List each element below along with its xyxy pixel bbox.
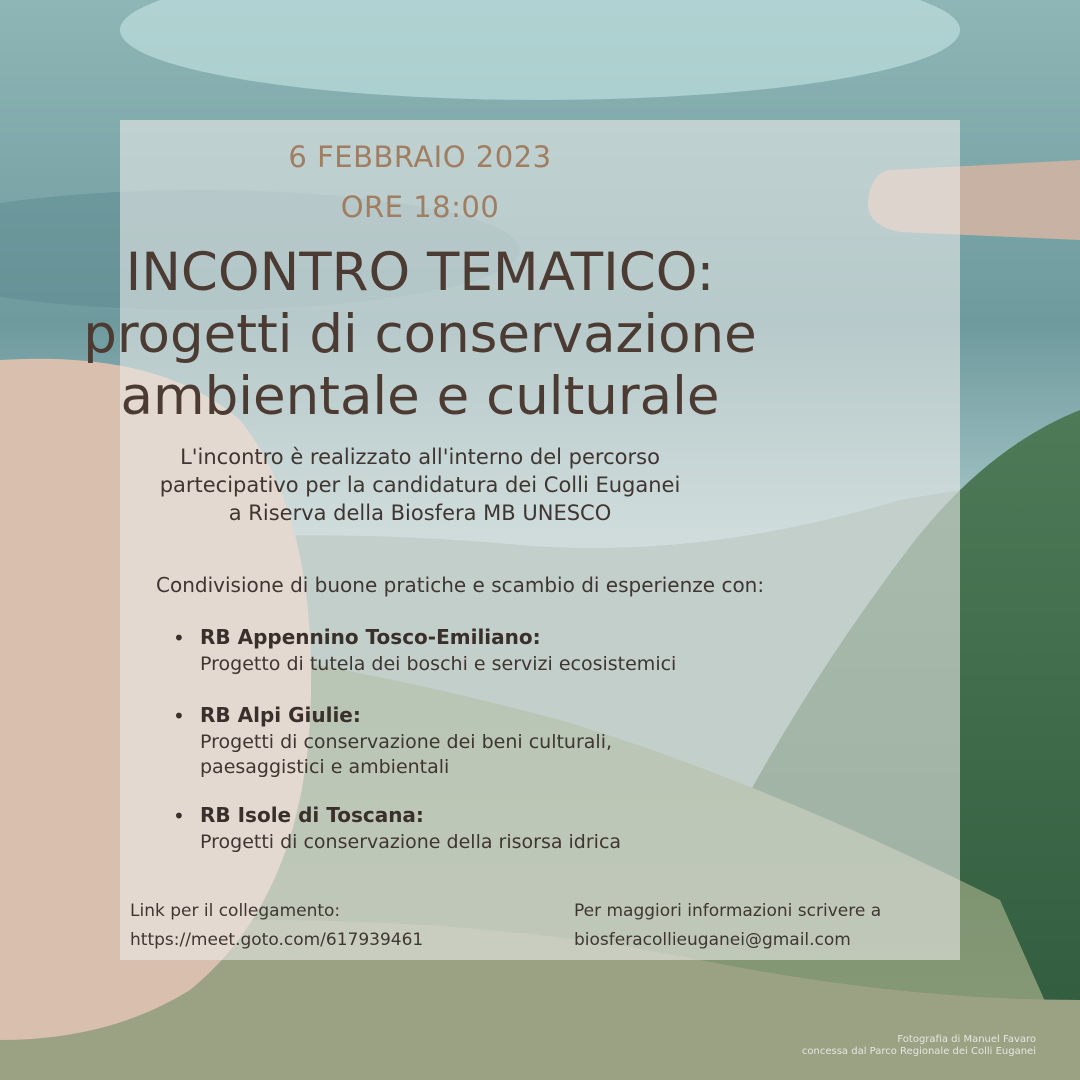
credit-line: Fotografia di Manuel Favaro — [897, 1034, 1036, 1045]
event-date: 6 FEBBRAIO 2023 — [288, 140, 552, 174]
link-label: Link per il collegamento: — [130, 901, 341, 921]
description-line: Progetti di conservazione della risorsa idrica — [200, 831, 622, 853]
intro-line: L'incontro è realizzato all'interno del percorso — [180, 445, 660, 469]
photo-credit — [802, 1034, 1036, 1058]
reserve-description — [200, 830, 621, 855]
reserve-description — [200, 652, 676, 677]
title-line: INCONTRO TEMATICO: — [125, 242, 715, 303]
reserve-description — [200, 730, 612, 780]
description-line: Progetti di conservazione dei beni culturali, — [200, 731, 613, 753]
link-block — [130, 897, 423, 955]
reserve-name: RB Isole di Toscana: — [200, 803, 424, 827]
info-label: Per maggiori informazioni scrivere a — [574, 901, 882, 921]
bullet-icon: • — [173, 626, 185, 650]
description-line: Progetto di tutela dei boschi e servizi ecosistemici — [200, 653, 677, 675]
reserve-name: RB Alpi Giulie: — [200, 703, 361, 727]
event-time: ORE 18:00 — [340, 190, 500, 224]
sharing-heading: Condivisione di buone pratiche e scambio di esperienze con: — [156, 573, 765, 597]
info-block — [574, 897, 881, 955]
event-title — [0, 242, 840, 428]
intro-line: partecipativo per la candidatura dei Colli Euganei — [159, 473, 681, 497]
email-link[interactable]: biosferacollieuganei@gmail.com — [574, 930, 851, 950]
title-line: ambientale e culturale — [120, 366, 720, 427]
meeting-link[interactable]: https://meet.goto.com/617939461 — [130, 930, 424, 950]
reserve-name: RB Appennino Tosco-Emiliano: — [200, 625, 541, 649]
bullet-icon: • — [173, 704, 185, 728]
event-intro — [0, 443, 840, 527]
description-line: paesaggistici e ambientali — [200, 756, 450, 778]
title-line: progetti di conservazione — [83, 304, 757, 365]
credit-line: concessa dal Parco Regionale dei Colli Euganei — [801, 1046, 1036, 1057]
bullet-icon: • — [173, 804, 185, 828]
intro-line: a Riserva della Biosfera MB UNESCO — [228, 501, 612, 525]
